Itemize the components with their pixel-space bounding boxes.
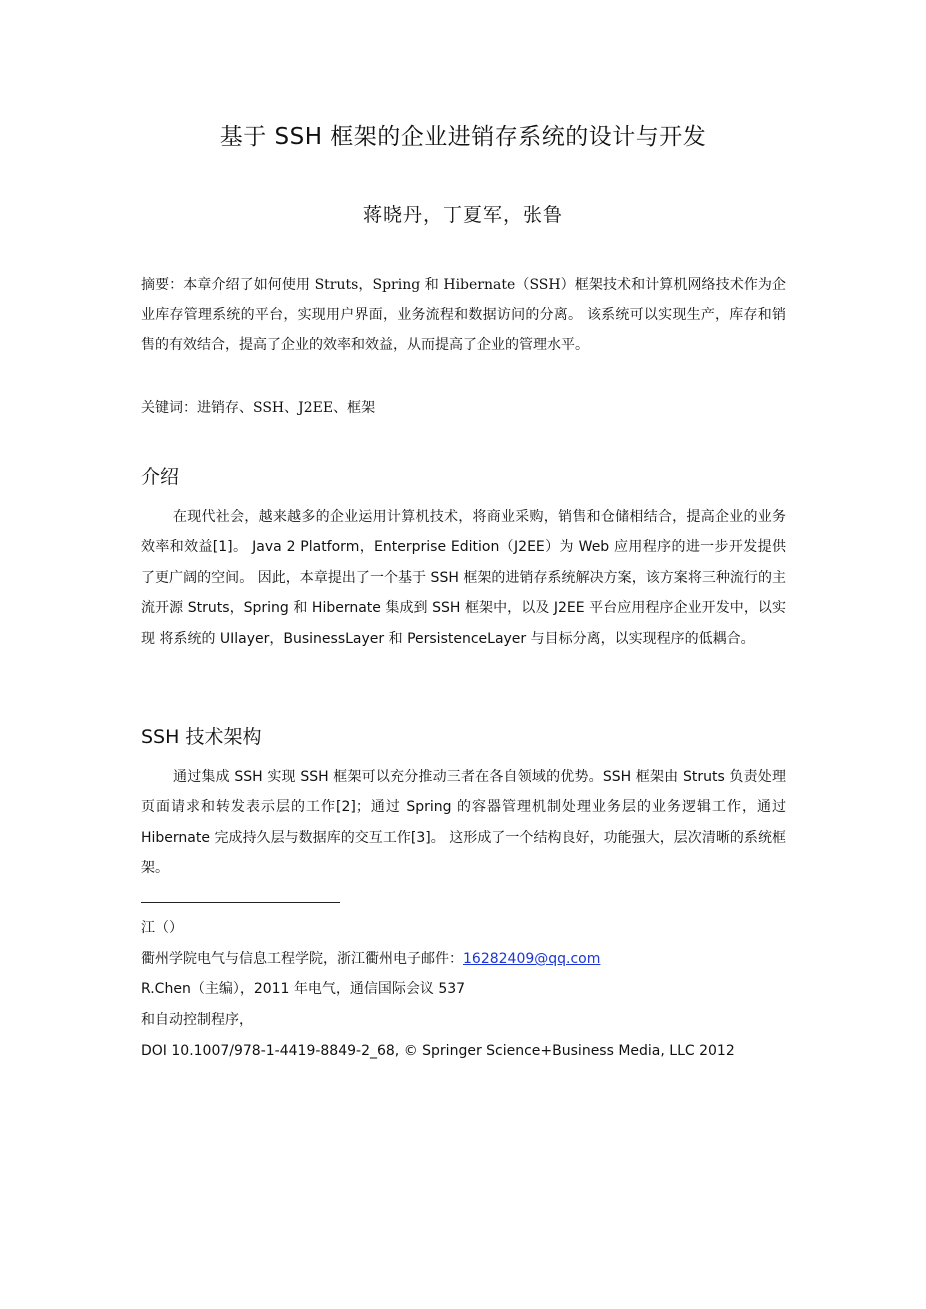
section-body-intro: 在现代社会，越来越多的企业运用计算机技术，将商业采购，销售和仓储相结合，提高企业的业务效率和效益[1]。 Java 2 Platform，Enterprise Edition（J2EE）为 Web 应用程序的进一步开发提供了更广阔的空间。 因此，本章提出了一个基于 SSH 框架的进销存系统解决方案，该方案将三种流行的主流开源 Struts，Spring 和 Hibernate 集成到 SSH 框架中，以及 J2EE 平台应用程序企业开发中，以实现 将系统的 UIlayer，BusinessLayer 和 PersistenceLayer 与目标分离，以实现程序的低耦合。 (141, 509, 786, 647)
abstract-text: 本章介绍了如何使用 Struts，Spring 和 Hibernate（SSH）框架技术和计算机网络技术作为企业库存管理系统的平台，实现用户界面，业务流程和数据访问的分离。 该系统可以实现生产，库存和销售的有效结合，提高了企业的效率和效益，从而提高了企业的管理水平。 (141, 277, 786, 353)
keywords-text: 进销存、SSH、J2EE、框架 (197, 400, 376, 416)
abstract (141, 270, 786, 360)
footnote-doi: DOI 10.1007/978-1-4419-8849-2_68, © Springer Science+Business Media, LLC 2012 (141, 1043, 735, 1059)
footnote-line: 和自动控制程序， (141, 1012, 253, 1028)
email-link[interactable]: 16282409@qq.com (463, 951, 601, 967)
abstract-label: 摘要： (141, 277, 184, 293)
footnote-affiliation (141, 945, 786, 973)
keywords-label: 关键词： (141, 400, 197, 416)
footnote-line: 江（） (141, 920, 183, 936)
section-heading-ssh: SSH 技术架构 (141, 726, 262, 748)
section-heading-intro: 介绍 (141, 466, 180, 488)
affiliation-text: 衢州学院电气与信息工程学院，浙江衢州电子邮件： (141, 951, 463, 967)
section-body-ssh: 通过集成 SSH 实现 SSH 框架可以充分推动三者在各自领域的优势。SSH 框架由 Struts 负责处理页面请求和转发表示层的工作[2]；通过 Spring 的容器管理机制处理业务层的业务逻辑工作，通过 Hibernate 完成持久层与数据库的交互工作[3]。 这形成了一个结构良好，功能强大，层次清晰的系统框架。 (141, 769, 786, 877)
footnote-divider (141, 902, 340, 903)
author-list: 蒋晓丹，丁夏军，张鲁 (362, 204, 563, 226)
footnote-line: R.Chen（主编），2011 年电气，通信国际会议 537 (141, 981, 466, 997)
paper-title: 基于 SSH 框架的企业进销存系统的设计与开发 (219, 124, 707, 150)
keywords (141, 393, 786, 423)
